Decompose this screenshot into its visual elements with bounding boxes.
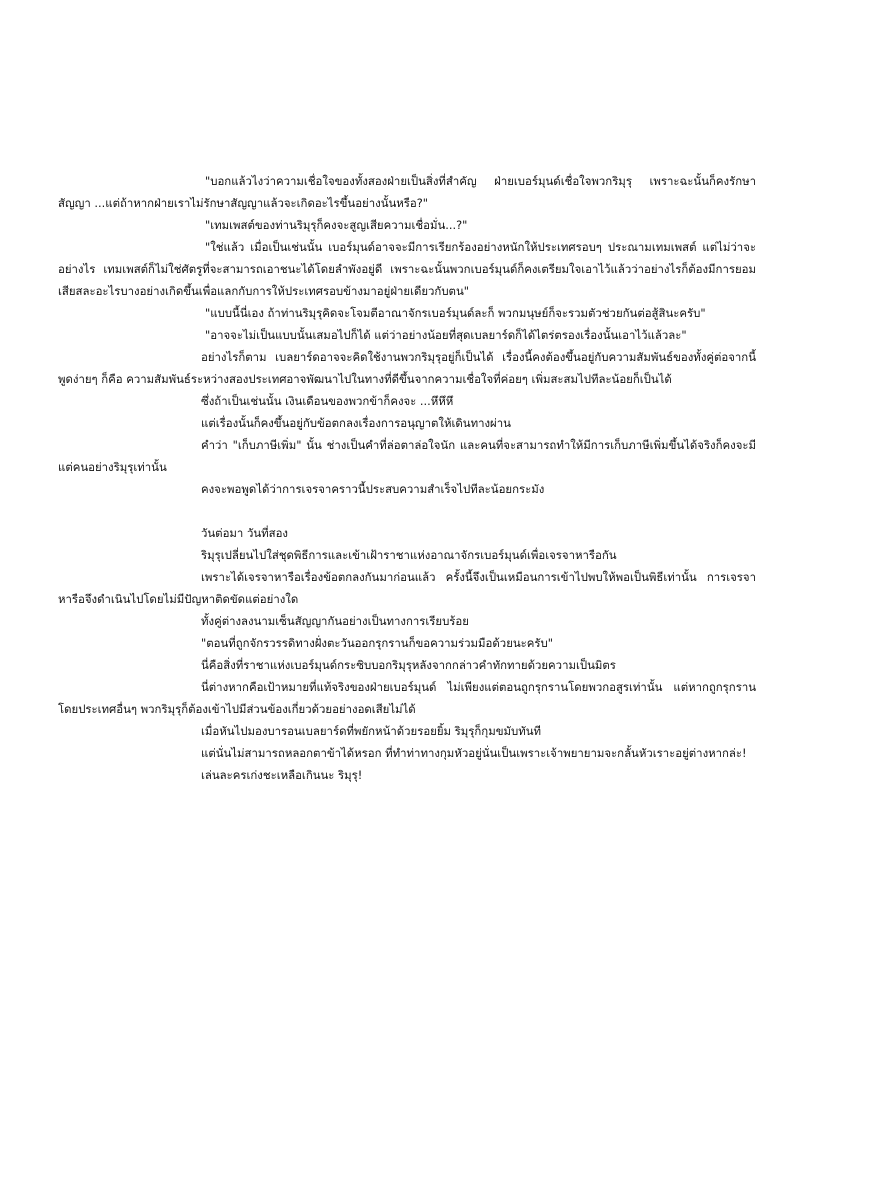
paragraph: คำว่า "เก็บภาษีเพิ่ม" นั้น ช่างเป็นคำที่ล่อตาล่อใจนัก และคนที่จะสามารถทำให้มีการเก็บภาษีเพิ่มขึ้นได้จริงก็คงจะมีแต่คนอย่างริมุรุเท่านั้น xyxy=(58,438,756,474)
paragraph: คงจะพอพูดได้ว่าการเจรจาคราวนี้ประสบความสำเร็จไปทีละน้อยกระมัง xyxy=(201,482,545,496)
paragraph: ริมุรุเปลี่ยนไปใส่ชุดพิธีการและเข้าเฝ้าราชาแห่งอาณาจักรเบอร์มุนด์เพื่อเจรจาหารือกัน xyxy=(201,548,617,562)
paragraph: แต่นั่นไม่สามารถหลอกตาข้าได้หรอก ที่ทำท่าทางกุมหัวอยู่นั่นเป็นเพราะเจ้าพยายามจะกลั้นหัวเราะอยู่ต่างหากล่ะ! xyxy=(201,746,747,760)
paragraph: อย่างไรก็ตาม เบลยาร์ดอาจจะคิดใช้งานพวกริมุรุอยู่ก็เป็นได้ เรื่องนี้คงต้องขึ้นอยู่กับความสัมพันธ์ของทั้งคู่ต่อจากนี้ พูดง่ายๆ ก็คือ ความสัมพันธ์ระหว่างสองประเทศอาจพัฒนาไปในทางที่ดีขึ้นจากความเชื่อใจที่ค่อยๆ เพิ่มสะสมไปทีละน้อยก็เป็นได้ xyxy=(58,350,756,386)
paragraph: "แบบนี้นี่เอง ถ้าท่านริมุรุคิดจะโจมตีอาณาจักรเบอร์มุนด์ละก็ พวกมนุษย์ก็จะรวมตัวช่วยกันต่อสู้สินะครับ" xyxy=(205,306,706,320)
paragraph: "อาจจะไม่เป็นแบบนั้นเสมอไปก็ได้ แต่ว่าอย่างน้อยที่สุดเบลยาร์ดก็ได้ไตร่ตรองเรื่องนั้นเอาไว้แล้วละ" xyxy=(205,328,687,342)
paragraph: "เทมเพสต์ของท่านริมุรุก็คงจะสูญเสียความเชื่อมั่น...?" xyxy=(205,218,468,232)
document-page xyxy=(58,170,756,786)
paragraph: ซึ่งถ้าเป็นเช่นนั้น เงินเดือนของพวกข้าก็คงจะ ...หึหึหึ xyxy=(201,394,454,408)
paragraph: ทั้งคู่ต่างลงนามเซ็นสัญญากันอย่างเป็นทางการเรียบร้อย xyxy=(201,614,469,628)
paragraph: "ใช่แล้ว เมื่อเป็นเช่นนั้น เบอร์มุนด์อาจจะมีการเรียกร้องอย่างหนักให้ประเทศรอบๆ ประณามเทมเพสต์ แต่ไม่ว่าจะอย่างไร เทมเพสต์ก็ไม่ใช่ศัตรูที่จะสามารถเอาชนะได้โดยลำพังอยู่ดี เพราะฉะนั้นพวกเบอร์มุนด์ก็คงเตรียมใจเอาไว้แล้วว่าอย่างไรก็ต้องมีการยอมเสียสละอะไรบางอย่างเกิดขึ้นเพื่อแลกกับการให้ประเทศรอบข้างมาอยู่ฝ่ายเดียวกับตน" xyxy=(58,240,756,298)
scene-heading: วันต่อมา วันที่สอง xyxy=(201,526,288,540)
paragraph: เล่นละครเก่งชะเหลือเกินนะ ริมุรุ! xyxy=(201,768,363,782)
paragraph: นี่คือสิ่งที่ราชาแห่งเบอร์มุนด์กระซิบบอกริมุรุหลังจากกล่าวคำทักทายด้วยความเป็นมิตร xyxy=(201,658,616,672)
section-break xyxy=(58,500,756,522)
paragraph: เมื่อหันไปมองบารอนเบลยาร์ดที่พยักหน้าด้วยรอยยิ้ม ริมุรุก็กุมขมับทันที xyxy=(201,724,542,738)
paragraph: "บอกแล้วไงว่าความเชื่อใจของทั้งสองฝ่ายเป็นสิ่งที่สำคัญ ฝ่ายเบอร์มุนด์เชื่อใจพวกริมุรุ เพราะฉะนั้นก็คงรักษาสัญญา ...แต่ถ้าหากฝ่ายเราไม่รักษาสัญญาแล้วจะเกิดอะไรขึ้นอย่างนั้นหรือ?" xyxy=(58,174,756,210)
paragraph: เพราะได้เจรจาหารือเรื่องข้อตกลงกันมาก่อนแล้ว ครั้งนี้จึงเป็นเหมือนการเข้าไปพบให้พอเป็นพิธีเท่านั้น การเจรจาหารือจึงดำเนินไปโดยไม่มีปัญหาติดขัดแต่อย่างใด xyxy=(58,570,756,606)
paragraph: แต่เรื่องนั้นก็คงขึ้นอยู่กับข้อตกลงเรื่องการอนุญาตให้เดินทางผ่าน xyxy=(201,416,511,430)
paragraph: นี่ต่างหากคือเป้าหมายที่แท้จริงของฝ่ายเบอร์มุนด์ ไม่เพียงแต่ตอนถูกรุกรานโดยพวกอสูรเท่านั้น แต่หากถูกรุกรานโดยประเทศอื่นๆ พวกริมุรุก็ต้องเข้าไปมีส่วนข้องเกี่ยวด้วยอย่างอดเสียไม่ได้ xyxy=(58,680,756,716)
paragraph: "ตอนที่ถูกจักรวรรดิทางฝั่งตะวันออกรุกรานก็ขอความร่วมมือด้วยนะครับ" xyxy=(201,636,553,650)
